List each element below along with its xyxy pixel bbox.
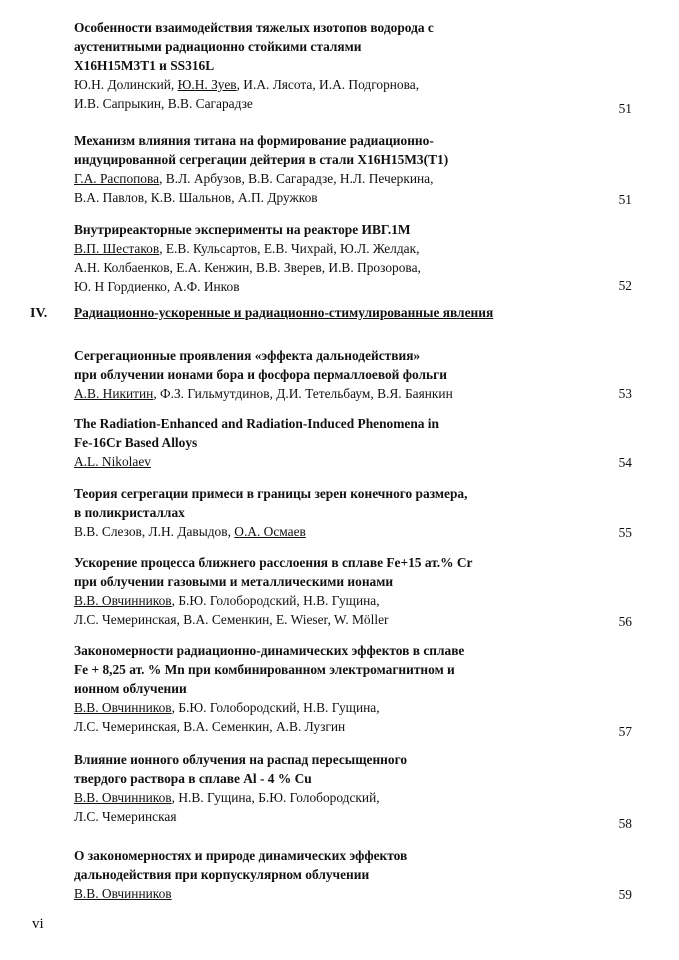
entry-page-number: 58 <box>618 816 632 831</box>
entry-title: Влияние ионного облучения на распад пересыщенного твердого раствора в сплаве Al - 4 % Cu <box>74 752 408 786</box>
entry-title: Ускорение процесса ближнего расслоения в сплаве Fe+15 ат.% Cr при облучении газовыми и металлическими ионами <box>74 555 473 589</box>
entry-title: Особенности взаимодействия тяжелых изотопов водорода с аустенитными радиационно стойкими сталями Х16Н15М3Т1 и SS316L <box>74 20 434 73</box>
toc-entry <box>74 131 634 207</box>
author-names: , Ф.З. Гильмутдинов, Д.И. Тетельбаум, В.Я. Баянкин <box>153 386 453 401</box>
author-names: , Б.Ю. Голобородский, Н.В. Гущина, Л.С. Чемеринская, В.А. Семенкин, А.В. Лузгин <box>74 700 380 734</box>
presenting-author: В.В. Овчинников <box>74 700 172 715</box>
entry-authors <box>74 591 634 629</box>
entry-page-number: 54 <box>618 455 632 470</box>
entry-page-number: 51 <box>618 192 632 207</box>
author-names: , И.А. Лясота, И.А. Подгорнова, И.В. Сапрыкин, В.В. Сагарадзе <box>74 77 420 111</box>
entry-authors <box>74 884 634 903</box>
author-names: , Е.В. Кульсартов, Е.В. Чихрай, Ю.Л. Желдак, А.Н. Колбаенков, Е.А. Кенжин, В.В. Зверев, И.В. Прозорова, Ю. Н Гордиенко, А.Ф. Инков <box>74 241 421 294</box>
presenting-author: В.В. Овчинников <box>74 886 172 901</box>
entry-authors <box>74 698 634 736</box>
presenting-author: В.П. Шестаков <box>74 241 160 256</box>
entry-page-number: 59 <box>618 887 632 902</box>
author-names: , Б.Ю. Голобородский, Н.В. Гущина, Л.С. Чемеринская, В.А. Семенкин, E. Wieser, W. Möller <box>74 593 389 627</box>
toc-entry <box>74 484 634 541</box>
presenting-author: A.L. Nikolaev <box>74 454 151 469</box>
entry-page-number: 55 <box>618 525 632 540</box>
presenting-author: О.А. Осмаев <box>234 524 306 539</box>
presenting-author: В.В. Овчинников <box>74 790 172 805</box>
presenting-author: А.В. Никитин <box>74 386 154 401</box>
author-names: Ю.Н. Долинский, <box>74 77 178 92</box>
entry-authors <box>74 169 634 207</box>
entry-title: Механизм влияния титана на формирование радиационно- индуцированной сегрегации дейтерия в стали Х16Н15М3(Т1) <box>74 133 449 167</box>
entry-title: Теория сегрегации примеси в границы зерен конечного размера, в поликристаллах <box>74 486 468 520</box>
presenting-author: В.В. Овчинников <box>74 593 172 608</box>
section-title: Радиационно-ускоренные и радиационно-стимулированные явления <box>74 305 494 320</box>
toc-entry <box>74 346 634 403</box>
entry-page-number: 57 <box>618 724 632 739</box>
entry-authors <box>74 75 634 113</box>
toc-entry <box>74 750 634 826</box>
entry-authors <box>74 239 634 296</box>
entry-authors <box>74 788 634 826</box>
entry-authors <box>74 452 634 471</box>
presenting-author: Ю.Н. Зуев <box>177 77 237 92</box>
toc-entry <box>74 846 634 903</box>
entry-page-number: 53 <box>618 386 632 401</box>
toc-entry <box>74 414 634 471</box>
presenting-author: Г.А. Распопова <box>74 171 160 186</box>
toc-entry <box>74 553 634 629</box>
footer-page-label: vi <box>32 916 44 932</box>
toc-entry <box>74 18 634 113</box>
author-names: В.В. Слезов, Л.Н. Давыдов, <box>74 524 235 539</box>
entry-page-number: 51 <box>618 101 632 116</box>
entry-authors <box>74 522 634 541</box>
entry-title: Внутриреакторные эксперименты на реакторе ИВГ.1М <box>74 222 411 237</box>
entry-title: Закономерности радиационно-динамических эффектов в сплаве Fe + 8,25 ат. % Mn при комбинированном электромагнитном и ионном облучении <box>74 643 465 696</box>
entry-page-number: 56 <box>618 614 632 629</box>
author-names: , Н.В. Гущина, Б.Ю. Голобородский, Л.С. Чемеринская <box>74 790 380 824</box>
toc-entry <box>74 220 634 296</box>
entry-title: Сегрегационные проявления «эффекта дальнодействия» при облучении ионами бора и фосфора пермаллоевой фольги <box>74 348 447 382</box>
toc-entry <box>74 641 634 736</box>
entry-title: О закономерностях и природе динамических эффектов дальнодействия при корпускулярном облучении <box>74 848 408 882</box>
section-number: IV. <box>30 306 48 321</box>
entry-page-number: 52 <box>618 278 632 293</box>
author-names: , В.Л. Арбузов, В.В. Сагарадзе, Н.Л. Печеркина, В.А. Павлов, К.В. Шальнов, А.П. Дружков <box>74 171 434 205</box>
entry-title: The Radiation-Enhanced and Radiation-Induced Phenomena in Fe-16Cr Based Alloys <box>74 416 439 450</box>
entry-authors <box>74 384 634 403</box>
